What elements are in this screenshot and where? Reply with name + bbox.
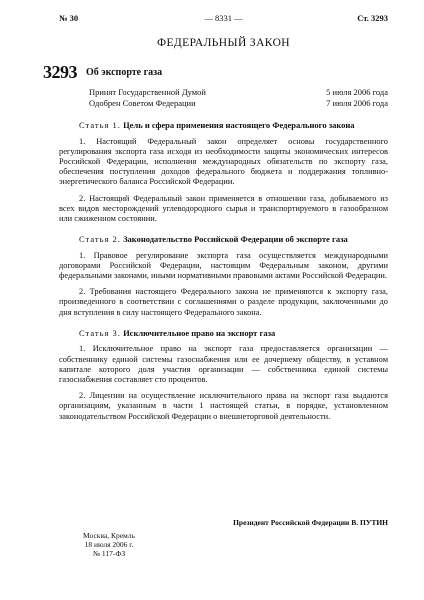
law-header bbox=[43, 62, 388, 84]
article-title: Цель и сфера применения настоящего Федерального закона bbox=[123, 120, 355, 130]
president-signature: Президент Российской Федерации В. ПУТИН bbox=[233, 518, 388, 527]
article-number: Статья 2. bbox=[79, 234, 121, 245]
adoption-label: Принят Государственной Думой bbox=[89, 87, 206, 97]
issue-number: № 30 bbox=[59, 13, 79, 23]
place-date-block bbox=[59, 531, 159, 558]
law-number: 3293 bbox=[43, 62, 77, 82]
adoption-date: 5 июля 2006 года bbox=[326, 87, 388, 97]
adoption-row-council bbox=[89, 98, 388, 109]
article-paragraph: 1. Исключительное право на экспорт газа предоставляется организации — собственнику единой системы газоснабжения или ее дочернему обществу, в уставном капитале которого доля участия организации — собственника единой системы газоснабжения составляет сто процентов. bbox=[59, 344, 388, 384]
adoption-date: 7 июля 2006 года bbox=[326, 97, 388, 108]
adoption-label: Одобрен Советом Федерации bbox=[89, 97, 196, 108]
article-heading bbox=[79, 120, 388, 131]
adoption-block bbox=[89, 87, 388, 108]
article-heading bbox=[79, 328, 388, 339]
article-heading bbox=[79, 234, 388, 245]
article-number: Статья 3. bbox=[79, 327, 121, 338]
article-title: Законодательство Российской Федерации об экспорте газа bbox=[123, 234, 348, 245]
article-paragraph: 1. Настоящий Федеральный закон определяет основы государственного регулирования экспорта газа исходя из необходимости защиты экономических интересов Российской Федерации, исполнения международных обязательств по экспорту газа, обеспечения поступления доходов федерального бюджета и поддержания топливно-энергетического баланса Российской Федерации. bbox=[59, 136, 388, 187]
law-registration-number: № 117-ФЗ bbox=[92, 549, 126, 558]
law-type-heading: ФЕДЕРАЛЬНЫЙ ЗАКОН bbox=[157, 37, 290, 49]
article-paragraph: 2. Настоящий Федеральный закон применяется в отношении газа, добываемого из всех видов месторождений углеводородного сырья и транспортируемого в газообразном или сжиженном состоянии. bbox=[59, 193, 388, 223]
article-2 bbox=[59, 234, 388, 318]
law-title: Об экспорте газа bbox=[86, 67, 163, 78]
law-body bbox=[59, 120, 388, 428]
signing-date: 18 июля 2006 г. bbox=[84, 540, 134, 549]
article-1 bbox=[59, 120, 388, 224]
article-paragraph: 2. Лицензии на осуществление исключительного права на экспорт газа выдаются организациям, указанным в части 1 настоящей статьи, в порядке, установленном законодательством Российской Федерации о внешнеторговой деятельности. bbox=[59, 391, 388, 421]
article-paragraph: 1. Правовое регулирование экспорта газа осуществляется международными договорами Российской Федерации, настоящим Федеральным законом, другими федеральными законами, иными нормативными правовыми актами Российской Федерации. bbox=[59, 250, 388, 281]
article-reference: Ст. 3293 bbox=[357, 13, 388, 23]
article-paragraph: 2. Требования настоящего Федерального закона не применяются к экспорту газа, произведенного в соответствии с соглашениями о разделе продукции, заключенными до дня вступления в силу настоящего Федерального закона. bbox=[59, 287, 388, 317]
article-title: Исключительное право на экспорт газа bbox=[123, 327, 276, 338]
signing-place: Москва, Кремль bbox=[83, 531, 135, 540]
page-number: — 8331 — bbox=[204, 13, 243, 23]
article-3 bbox=[59, 328, 388, 422]
article-number: Статья 1. bbox=[79, 120, 121, 130]
adoption-row-duma bbox=[89, 87, 388, 98]
